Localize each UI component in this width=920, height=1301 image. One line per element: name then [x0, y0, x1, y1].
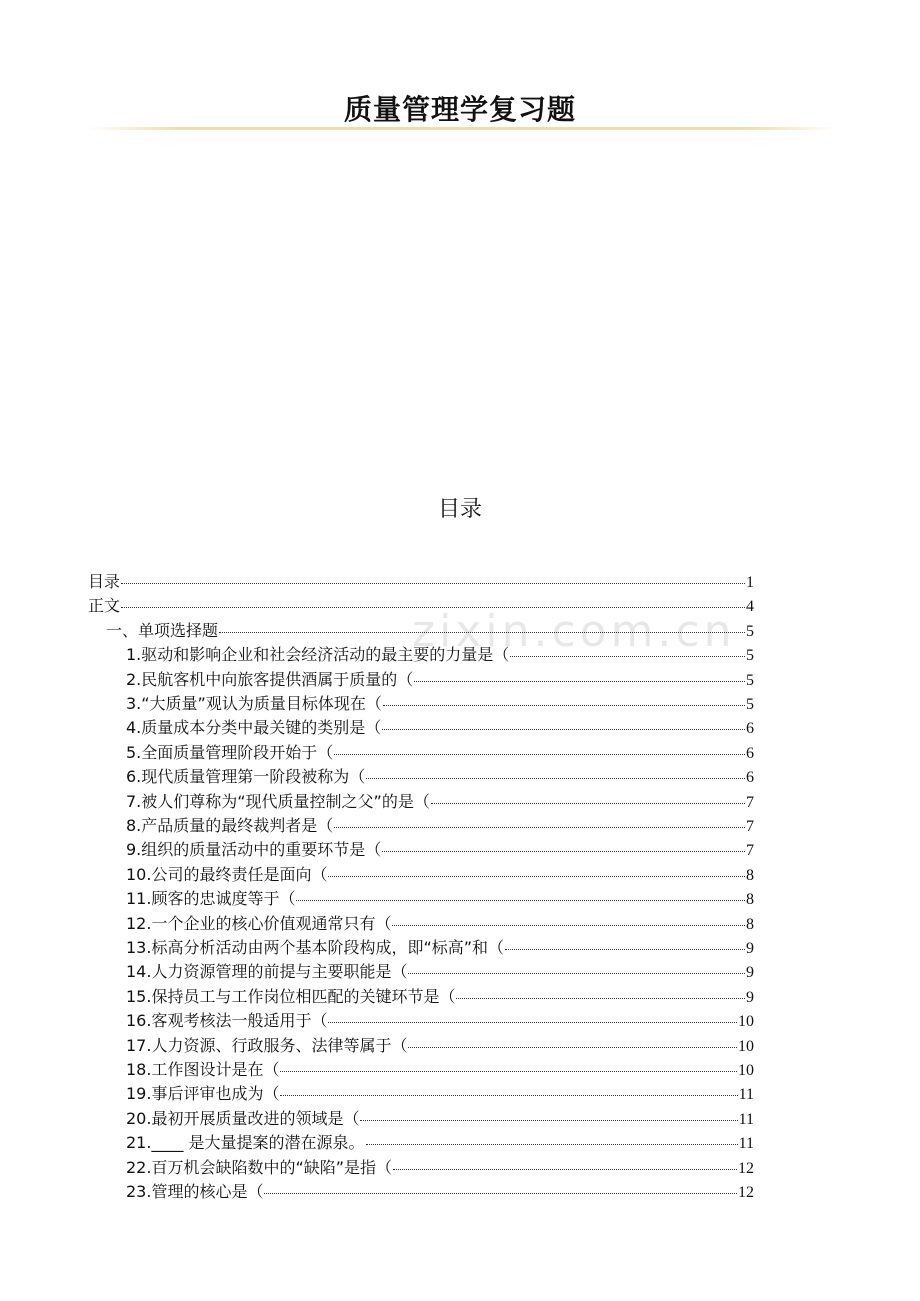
toc-page-number: 5	[746, 647, 754, 665]
toc-page-number: 10	[738, 1037, 754, 1055]
toc-dot-leader	[408, 973, 745, 974]
toc-entry[interactable]	[126, 668, 754, 692]
toc-entry[interactable]	[88, 570, 754, 594]
toc-page-number: 8	[746, 866, 754, 884]
toc-entry-text[interactable]: 5.全面质量管理阶段开始于（	[126, 742, 334, 762]
toc-page-number: 9	[746, 940, 754, 957]
toc-entry[interactable]	[126, 1107, 754, 1131]
toc-dot-leader	[382, 729, 745, 730]
toc-entry-text[interactable]: 23.管理的核心是（	[126, 1182, 264, 1201]
toc-page-number: 9	[746, 964, 754, 982]
toc-entry[interactable]	[126, 1180, 754, 1204]
toc-heading: 目录	[437, 497, 482, 522]
toc-entry[interactable]	[126, 643, 754, 667]
toc-entry[interactable]	[126, 1034, 754, 1058]
toc-dot-leader	[121, 607, 745, 608]
toc-page-number: 10	[738, 1062, 754, 1079]
toc-entry[interactable]	[126, 1058, 754, 1082]
title-underline-divider	[88, 127, 836, 130]
toc-entry-text[interactable]: 22.百万机会缺陷数中的“缺陷”是指（	[126, 1157, 393, 1177]
toc-entry-text[interactable]: 2.民航客机中向旅客提供酒属于质量的（	[126, 669, 414, 689]
toc-entry-text[interactable]: 18.工作图设计是在（	[126, 1060, 280, 1079]
toc-entry[interactable]	[88, 594, 754, 618]
toc-entry[interactable]	[126, 741, 754, 765]
toc-page-number: 6	[746, 744, 754, 762]
toc-entry[interactable]	[126, 1131, 754, 1155]
toc-page-number: 7	[746, 818, 754, 835]
toc-dot-leader	[360, 1120, 737, 1121]
toc-dot-leader	[431, 803, 745, 804]
toc-entry-text[interactable]: 9.组织的质量活动中的重要环节是（	[126, 840, 382, 860]
toc-entry[interactable]	[126, 985, 754, 1009]
toc-dot-leader	[334, 827, 745, 828]
toc-entry-text[interactable]: 4.质量成本分类中最关键的类别是（	[126, 718, 382, 738]
toc-entry-text[interactable]: 12.一个企业的核心价值观通常只有（	[126, 913, 392, 933]
toc-dot-leader	[505, 949, 745, 950]
toc-entry[interactable]	[126, 814, 754, 838]
toc-page-number: 5	[746, 622, 754, 640]
toc-dot-leader	[280, 1095, 737, 1096]
toc-page-number: 6	[746, 769, 754, 787]
toc-page-number: 5	[746, 671, 754, 689]
toc-page-number: 12	[738, 1184, 754, 1201]
toc-dot-leader	[414, 681, 745, 682]
toc-entry-text[interactable]: 10.公司的最终责任是面向（	[126, 864, 328, 884]
toc-page-number: 12	[738, 1159, 754, 1177]
toc-dot-leader	[219, 632, 745, 633]
toc-entry-text[interactable]: 11.顾客的忠诚度等于（	[126, 889, 296, 909]
toc-entry-text[interactable]: 1.驱动和影响企业和社会经济活动的最主要的力量是（	[126, 645, 510, 665]
toc-page-number: 5	[746, 696, 754, 713]
watermark: zixin.com.cn	[412, 606, 736, 657]
toc-entry[interactable]	[126, 1009, 754, 1033]
toc-dot-leader	[408, 1047, 737, 1048]
toc-page-number: 11	[738, 1135, 754, 1153]
toc-entry-text[interactable]: 一、单项选择题	[106, 620, 219, 640]
toc-entry-text[interactable]: 8.产品质量的最终裁判者是（	[126, 816, 334, 835]
toc-page-number: 8	[746, 915, 754, 933]
toc-entry[interactable]	[126, 936, 754, 960]
toc-page-number: 8	[746, 891, 754, 909]
toc-dot-leader	[334, 754, 745, 755]
toc-dot-leader	[456, 998, 745, 999]
toc-dot-leader	[366, 778, 745, 779]
toc-entry-text[interactable]: 6.现代质量管理第一阶段被称为（	[126, 767, 366, 787]
document-title: 质量管理学复习题	[343, 93, 576, 126]
toc-page-number: 6	[746, 720, 754, 738]
toc-dot-leader	[328, 1022, 737, 1023]
toc-entry[interactable]	[126, 960, 754, 984]
toc-dot-leader	[121, 583, 745, 584]
toc-page-number: 7	[746, 793, 754, 811]
toc-entry-text[interactable]: 21.____ 是大量提案的潜在源泉。	[126, 1133, 365, 1153]
toc-entry[interactable]	[126, 1156, 754, 1180]
toc-entry[interactable]	[126, 692, 754, 716]
toc-entry[interactable]	[106, 619, 754, 643]
toc-entry-text[interactable]: 15.保持员工与工作岗位相匹配的关键环节是（	[126, 986, 456, 1006]
toc-page-number: 9	[746, 988, 754, 1006]
toc-dot-leader	[393, 1169, 737, 1170]
toc-page-number: 10	[738, 1013, 754, 1031]
toc-dot-leader	[392, 925, 745, 926]
toc-entry-text[interactable]: 19.事后评审也成为（	[126, 1084, 280, 1104]
toc-dot-leader	[366, 1144, 738, 1145]
toc-entry-text[interactable]: 目录	[88, 572, 121, 591]
toc-page-number: 11	[738, 1110, 754, 1128]
toc-page-number: 7	[746, 842, 754, 860]
toc-dot-leader	[510, 656, 745, 657]
toc-dot-leader	[264, 1193, 737, 1194]
toc-page-number: 11	[738, 1086, 754, 1104]
toc-entry-text[interactable]: 16.客观考核法一般适用于（	[126, 1011, 328, 1031]
toc-entry-text[interactable]: 3.“大质量”观认为质量目标体现在（	[126, 694, 382, 713]
toc-entry[interactable]	[126, 863, 754, 887]
toc-entry[interactable]	[126, 912, 754, 936]
toc-dot-leader	[296, 900, 745, 901]
toc-page-number: 4	[746, 598, 754, 616]
toc-entry[interactable]	[126, 790, 754, 814]
toc-dot-leader	[328, 876, 745, 877]
toc-dot-leader	[383, 705, 745, 706]
toc-dot-leader	[280, 1071, 737, 1072]
toc-page-number: 1	[746, 574, 754, 591]
toc-entry[interactable]	[126, 887, 754, 911]
toc-entry-text[interactable]: 20.最初开展质量改进的领域是（	[126, 1108, 360, 1128]
toc-entry[interactable]	[126, 765, 754, 789]
toc-dot-leader	[382, 851, 745, 852]
toc-entry-text[interactable]: 13.标高分析活动由两个基本阶段构成，即“标高”和（	[126, 938, 505, 957]
toc-entry[interactable]	[126, 716, 754, 740]
toc-entry[interactable]	[126, 838, 754, 862]
toc-entry[interactable]	[126, 1082, 754, 1106]
toc-entry-text[interactable]: 14.人力资源管理的前提与主要职能是（	[126, 962, 408, 982]
toc-entry-text[interactable]: 17.人力资源、行政服务、法律等属于（	[126, 1035, 408, 1055]
toc-entry-text[interactable]: 正文	[88, 596, 121, 616]
toc-entry-text[interactable]: 7.被人们尊称为“现代质量控制之父”的是（	[126, 791, 430, 811]
